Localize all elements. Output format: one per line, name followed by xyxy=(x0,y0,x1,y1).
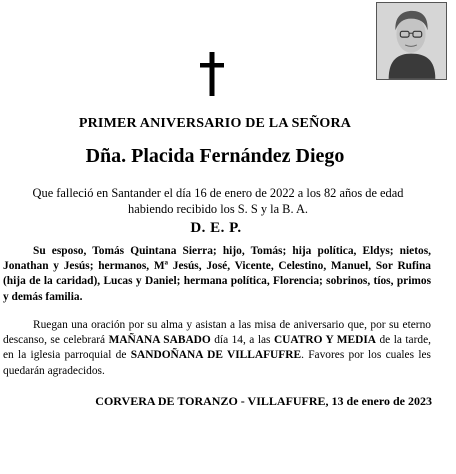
place-date-closing: CORVERA DE TORANZO - VILLAFUFRE, 13 de enero de 2023 xyxy=(95,394,432,408)
mass-text-1: Ruegan una oración por su alma y asistan a las misa de aniversario que, por su eterno descanso, se celebrará xyxy=(3,319,431,347)
mass-text-2: día 14, a las xyxy=(210,334,274,347)
mass-text-3: de la tarde, en la iglesia parroquial de xyxy=(3,334,431,362)
deceased-name: Dña. Placida Fernández Diego xyxy=(85,145,345,167)
anniversary-heading: PRIMER ANIVERSARIO DE LA SEÑORA xyxy=(78,116,352,131)
mass-church: SANDOÑANA DE VILLAFUFRE xyxy=(130,349,302,362)
mass-time: CUATRO Y MEDIA xyxy=(273,334,377,347)
family-paragraph xyxy=(3,244,431,305)
mass-text-4: . Favores por los cuales les quedarán agradecidos. xyxy=(3,349,431,377)
family-text: Su esposo, Tomás Quintana Sierra; hijo, Tomás; hija política, Eldys; nietos, Jonathan y Jesús; hermanos, Mª Jesús, José, Vicente, Celestino, Manuel, Sor Rufina (hija de la caridad), Lucas y Daniel; hermana política, Florencia; sobrinos, tíos, primos y demás familia. xyxy=(3,245,431,303)
mass-day: MAÑANA SABADO xyxy=(108,334,211,347)
portrait-photo xyxy=(376,2,447,80)
latin-cross-icon xyxy=(199,52,225,96)
death-notice: Que falleció en Santander el día 16 de enero de 2022 a los 82 años de edad habiendo recibido los S. S y la B. A. xyxy=(32,186,404,216)
mass-paragraph xyxy=(3,318,431,379)
rip-line: D. E. P. xyxy=(190,220,242,236)
